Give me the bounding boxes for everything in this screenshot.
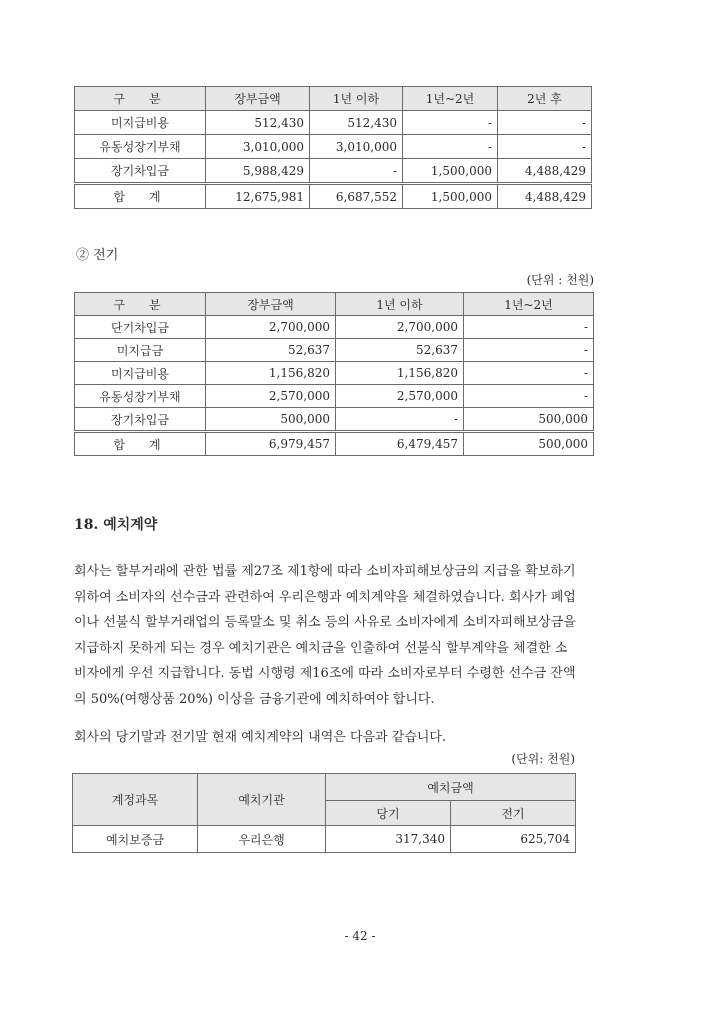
paragraph-line: 회사의 당기말과 전기말 현재 예치계약의 내역은 다음과 같습니다. [74,730,447,745]
cell-value: - [464,362,594,385]
cell-value: 2,700,000 [336,316,464,339]
maturity-table-current [74,86,592,209]
cell-value: 500,000 [464,408,594,432]
cell-value: 1,500,000 [403,159,498,184]
table-row-total [75,184,592,209]
cell-value: 1,156,820 [206,362,336,385]
row-label: 미지급비용 [75,111,206,135]
cell-value: 3,010,000 [310,135,403,159]
cell-value: 3,010,000 [206,135,310,159]
header-institution: 예치기관 [198,774,326,826]
row-label: 미지급금 [75,339,206,362]
cell-value: 4,488,429 [498,184,592,209]
cell-value: 52,637 [336,339,464,362]
paragraph-line: 의 50%(여행상품 20%) 이상을 금융기관에 예치하여야 합니다. [74,691,435,707]
cell-value: 2,570,000 [336,385,464,408]
paragraph-line: 지급하지 못하게 되는 경우 예치기관은 예치금을 인출하여 선불식 할부계약을 체결한 소 [74,640,568,656]
cell-value: - [498,135,592,159]
row-label: 단기차입금 [75,316,206,339]
row-label: 유동성장기부채 [75,135,206,159]
cell-value: 512,430 [310,111,403,135]
cell-value: - [464,385,594,408]
header-account: 계정과목 [73,774,198,826]
cell-value: 500,000 [464,432,594,456]
cell-value: - [336,408,464,432]
deposit-table [72,773,576,853]
cell-value: 12,675,981 [206,184,310,209]
prior-period-label: ② 전기 [76,248,119,263]
table-row [75,111,592,135]
cell-value: 512,430 [206,111,310,135]
row-label: 미지급비용 [75,362,206,385]
row-label: 합 계 [75,184,206,209]
header-over-2y: 2년 후 [498,87,592,111]
cell-value: 5,988,429 [206,159,310,184]
cell-value: - [464,316,594,339]
section-paragraph [74,559,594,712]
intro-paragraph [74,725,594,751]
page-number: - 42 - [344,929,376,943]
cell-value: 6,479,457 [336,432,464,456]
table-row [75,362,594,385]
cell-value: - [310,159,403,184]
cell-value: 317,340 [326,826,451,853]
cell-value: 2,700,000 [206,316,336,339]
row-label: 합 계 [75,432,206,456]
cell-value: 4,488,429 [498,159,592,184]
table-row [75,408,594,432]
table-row [75,339,594,362]
cell-value: 52,637 [206,339,336,362]
paragraph-line: 비자에게 우선 지급합니다. 동법 시행령 제16조에 따라 소비자로부터 수령한 선수금 잔액 [74,666,576,681]
paragraph-line: 위하여 소비자의 선수금과 관련하여 우리은행과 예치계약을 체결하였습니다. 회사가 폐업 [74,589,576,605]
cell-value: 625,704 [451,826,576,853]
header-deposit-amount: 예치금액 [326,774,576,801]
table-row [73,826,576,853]
header-1y-2y: 1년~2년 [464,293,594,316]
header-prior: 전기 [451,801,576,826]
table-row [75,159,592,184]
unit-label: (단위: 천원) [511,752,575,766]
cell-value: 2,570,000 [206,385,336,408]
cell-value: - [498,111,592,135]
table-row [75,316,594,339]
paragraph-line: 회사는 할부거래에 관한 법률 제27조 제1항에 따라 소비자피해보상금의 지급을 확보하기 [74,564,576,579]
header-1y-2y: 1년~2년 [403,87,498,111]
header-under-1y: 1년 이하 [336,293,464,316]
cell-institution: 우리은행 [198,826,326,853]
row-label: 유동성장기부채 [75,385,206,408]
cell-value: - [403,111,498,135]
table-row [75,385,594,408]
cell-value: 6,979,457 [206,432,336,456]
cell-value: 1,500,000 [403,184,498,209]
cell-value: 1,156,820 [336,362,464,385]
cell-value: 6,687,552 [310,184,403,209]
table-row-total [75,432,594,456]
header-category: 구 분 [75,87,206,111]
cell-value: - [403,135,498,159]
row-label: 장기차입금 [75,408,206,432]
cell-value: 500,000 [206,408,336,432]
row-label: 장기차입금 [75,159,206,184]
header-category: 구 분 [75,293,206,316]
cell-value: - [464,339,594,362]
section-heading: 18. 예치계약 [74,517,158,533]
header-book-value: 장부금액 [206,87,310,111]
header-under-1y: 1년 이하 [310,87,403,111]
unit-label: (단위 : 천원) [526,273,594,287]
paragraph-line: 이나 선불식 할부거래업의 등록말소 및 취소 등의 사유로 소비자에게 소비자피해보상금을 [74,615,576,630]
header-current: 당기 [326,801,451,826]
maturity-table-prior [74,292,594,456]
row-label: 예치보증금 [73,826,198,853]
table-row [75,135,592,159]
header-book-value: 장부금액 [206,293,336,316]
